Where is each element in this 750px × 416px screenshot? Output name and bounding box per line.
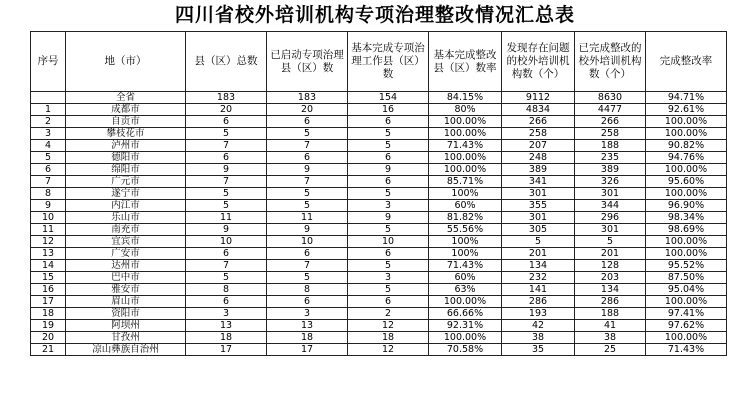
table-cell: 97.62% — [646, 320, 727, 332]
table-cell: 97.41% — [646, 308, 727, 320]
table-cell: 341 — [502, 176, 575, 188]
table-row — [31, 272, 727, 284]
table-cell: 成都市 — [66, 104, 186, 116]
header-rectify-rate: 完成整改率 — [646, 32, 727, 92]
table-row — [31, 308, 727, 320]
table-cell: 2 — [31, 116, 66, 128]
table-cell: 5 — [186, 200, 267, 212]
table-cell: 巴中市 — [66, 272, 186, 284]
table-cell: 90.82% — [646, 140, 727, 152]
table-cell: 100.00% — [646, 236, 727, 248]
table-cell: 7 — [267, 140, 348, 152]
table-cell: 60% — [429, 272, 502, 284]
table-cell: 9112 — [502, 92, 575, 104]
table-row — [31, 212, 727, 224]
table-row — [31, 152, 727, 164]
table-cell: 100.00% — [646, 248, 727, 260]
table-cell: 98.69% — [646, 224, 727, 236]
table-cell: 92.31% — [429, 320, 502, 332]
table-cell: 95.60% — [646, 176, 727, 188]
table-cell: 188 — [575, 140, 646, 152]
table-row — [31, 188, 727, 200]
table-cell: 9 — [348, 212, 429, 224]
table-cell: 100.00% — [429, 332, 502, 344]
table-cell: 11 — [267, 212, 348, 224]
table-cell: 100.00% — [429, 128, 502, 140]
table-cell: 42 — [502, 320, 575, 332]
table-cell: 286 — [575, 296, 646, 308]
table-cell: 134 — [575, 284, 646, 296]
table-cell: 达州市 — [66, 260, 186, 272]
header-index: 序号 — [31, 32, 66, 92]
table-cell: 自贡市 — [66, 116, 186, 128]
table-cell: 5 — [348, 284, 429, 296]
table-cell: 188 — [575, 308, 646, 320]
table-cell: 6 — [186, 152, 267, 164]
table-cell: 6 — [31, 164, 66, 176]
table-cell: 301 — [502, 188, 575, 200]
table-cell: 207 — [502, 140, 575, 152]
table-cell: 10 — [31, 212, 66, 224]
table-cell: 资阳市 — [66, 308, 186, 320]
table-cell: 11 — [186, 212, 267, 224]
table-cell: 11 — [31, 224, 66, 236]
table-cell: 258 — [575, 128, 646, 140]
table-cell: 乐山市 — [66, 212, 186, 224]
table-cell: 305 — [502, 224, 575, 236]
table-cell: 81.82% — [429, 212, 502, 224]
table-cell: 286 — [502, 296, 575, 308]
table-cell: 广安市 — [66, 248, 186, 260]
table-cell: 71.43% — [429, 140, 502, 152]
table-cell: 100.00% — [646, 188, 727, 200]
table-cell: 141 — [502, 284, 575, 296]
table-cell: 355 — [502, 200, 575, 212]
table-cell: 16 — [348, 104, 429, 116]
table-row — [31, 176, 727, 188]
table-body — [31, 92, 727, 356]
table-cell: 232 — [502, 272, 575, 284]
table-cell: 94.71% — [646, 92, 727, 104]
table-cell: 广元市 — [66, 176, 186, 188]
table-cell: 100% — [429, 188, 502, 200]
table-cell: 甘孜州 — [66, 332, 186, 344]
table-cell: 18 — [348, 332, 429, 344]
table-cell: 154 — [348, 92, 429, 104]
table-cell: 55.56% — [429, 224, 502, 236]
table-cell: 12 — [348, 344, 429, 356]
table-cell: 41 — [575, 320, 646, 332]
table-cell: 6 — [267, 248, 348, 260]
table-cell: 1 — [31, 104, 66, 116]
table-cell: 13 — [186, 320, 267, 332]
table-cell: 100.00% — [646, 116, 727, 128]
table-row — [31, 116, 727, 128]
table-cell: 389 — [575, 164, 646, 176]
table-cell: 296 — [575, 212, 646, 224]
table-cell: 6 — [267, 152, 348, 164]
table-cell: 100.00% — [429, 296, 502, 308]
table-cell: 10 — [348, 236, 429, 248]
table-cell: 德阳市 — [66, 152, 186, 164]
table-cell: 248 — [502, 152, 575, 164]
table-cell: 6 — [186, 116, 267, 128]
table-cell: 9 — [267, 224, 348, 236]
header-rectified: 已完成整改的校外培训机构数（个） — [575, 32, 646, 92]
table-cell: 雅安市 — [66, 284, 186, 296]
table-cell: 5 — [575, 236, 646, 248]
table-cell: 9 — [267, 164, 348, 176]
table-cell: 92.61% — [646, 104, 727, 116]
table-cell: 71.43% — [429, 260, 502, 272]
header-completed-rate: 基本完成整改县（区）数率 — [429, 32, 502, 92]
table-cell: 201 — [575, 248, 646, 260]
table-row — [31, 104, 727, 116]
table-cell: 2 — [348, 308, 429, 320]
table-cell: 5 — [267, 200, 348, 212]
table-cell: 5 — [348, 224, 429, 236]
table-cell: 9 — [348, 164, 429, 176]
table-cell: 100.00% — [646, 128, 727, 140]
table-cell: 96.90% — [646, 200, 727, 212]
table-cell: 98.34% — [646, 212, 727, 224]
table-cell: 5 — [186, 188, 267, 200]
table-cell: 13 — [267, 320, 348, 332]
table-cell: 5 — [348, 128, 429, 140]
table-cell: 9 — [186, 224, 267, 236]
header-issues-found: 发现存在问题的校外培训机构数（个） — [502, 32, 575, 92]
table-cell: 18 — [186, 332, 267, 344]
table-cell: 7 — [186, 176, 267, 188]
table-cell: 94.76% — [646, 152, 727, 164]
table-cell: 183 — [186, 92, 267, 104]
table-row — [31, 236, 727, 248]
table-cell: 眉山市 — [66, 296, 186, 308]
table-cell: 100.00% — [646, 164, 727, 176]
table-cell: 17 — [31, 296, 66, 308]
table-row — [31, 140, 727, 152]
summary-table — [30, 31, 727, 356]
table-cell: 20 — [186, 104, 267, 116]
table-cell: 绵阳市 — [66, 164, 186, 176]
table-cell: 内江市 — [66, 200, 186, 212]
table-cell: 84.15% — [429, 92, 502, 104]
table-cell: 13 — [31, 248, 66, 260]
table-cell: 6 — [348, 176, 429, 188]
table-cell: 3 — [348, 200, 429, 212]
table-cell: 6 — [348, 116, 429, 128]
table-cell: 128 — [575, 260, 646, 272]
header-county-total: 县（区）总数 — [186, 32, 267, 92]
table-cell: 258 — [502, 128, 575, 140]
table-cell: 15 — [31, 272, 66, 284]
table-cell: 326 — [575, 176, 646, 188]
table-cell: 20 — [267, 104, 348, 116]
table-cell: 12 — [348, 320, 429, 332]
table-cell: 201 — [502, 248, 575, 260]
table-cell: 8 — [186, 284, 267, 296]
table-cell: 南充市 — [66, 224, 186, 236]
table-cell: 70.58% — [429, 344, 502, 356]
table-cell: 71.43% — [646, 344, 727, 356]
table-row — [31, 332, 727, 344]
table-cell: 5 — [267, 188, 348, 200]
table-cell: 8630 — [575, 92, 646, 104]
table-cell: 5 — [348, 140, 429, 152]
table-cell: 301 — [502, 212, 575, 224]
table-cell: 5 — [186, 272, 267, 284]
table-row — [31, 320, 727, 332]
table-cell: 235 — [575, 152, 646, 164]
table-cell: 17 — [267, 344, 348, 356]
table-cell: 12 — [31, 236, 66, 248]
table-cell: 3 — [267, 308, 348, 320]
table-cell: 21 — [31, 344, 66, 356]
table-cell: 63% — [429, 284, 502, 296]
table-cell: 4477 — [575, 104, 646, 116]
table-cell: 100.00% — [646, 296, 727, 308]
table-cell: 6 — [348, 296, 429, 308]
table-cell: 6 — [267, 116, 348, 128]
table-cell: 85.71% — [429, 176, 502, 188]
table-cell: 183 — [267, 92, 348, 104]
table-cell: 100.00% — [646, 332, 727, 344]
table-cell: 100.00% — [429, 116, 502, 128]
table-row — [31, 128, 727, 140]
table-row — [31, 344, 727, 356]
header-completed-count: 基本完成专项治理工作县（区）数 — [348, 32, 429, 92]
table-cell: 87.50% — [646, 272, 727, 284]
table-cell: 5 — [267, 128, 348, 140]
table-cell: 35 — [502, 344, 575, 356]
table-cell: 全省 — [66, 92, 186, 104]
table-cell: 泸州市 — [66, 140, 186, 152]
table-cell: 25 — [575, 344, 646, 356]
table-cell: 389 — [502, 164, 575, 176]
table-cell: 193 — [502, 308, 575, 320]
table-cell: 3 — [31, 128, 66, 140]
header-city: 地（市） — [66, 32, 186, 92]
table-cell: 阿坝州 — [66, 320, 186, 332]
table-cell: 7 — [31, 176, 66, 188]
table-row-province — [31, 92, 727, 104]
table-row — [31, 260, 727, 272]
table-cell: 95.04% — [646, 284, 727, 296]
table-cell: 17 — [186, 344, 267, 356]
table-cell: 100.00% — [429, 164, 502, 176]
table-cell: 5 — [31, 152, 66, 164]
table-cell: 9 — [186, 164, 267, 176]
table-title: 四川省校外培训机构专项治理整改情况汇总表 — [174, 4, 575, 26]
table-row — [31, 164, 727, 176]
table-row — [31, 200, 727, 212]
table-cell: 266 — [575, 116, 646, 128]
table-cell: 3 — [186, 308, 267, 320]
table-cell: 宜宾市 — [66, 236, 186, 248]
table-cell: 7 — [267, 260, 348, 272]
table-cell: 7 — [186, 140, 267, 152]
table-cell: 10 — [267, 236, 348, 248]
table-row — [31, 284, 727, 296]
table-cell: 3 — [348, 272, 429, 284]
table-cell: 5 — [502, 236, 575, 248]
table-cell: 7 — [186, 260, 267, 272]
table-cell: 7 — [267, 176, 348, 188]
table-cell: 8 — [31, 188, 66, 200]
table-row — [31, 296, 727, 308]
table-row — [31, 224, 727, 236]
table-cell: 95.52% — [646, 260, 727, 272]
table-cell: 38 — [575, 332, 646, 344]
table-cell — [31, 92, 66, 104]
table-cell: 10 — [186, 236, 267, 248]
table-cell: 100% — [429, 248, 502, 260]
table-cell: 100.00% — [429, 152, 502, 164]
table-cell: 5 — [267, 272, 348, 284]
table-cell: 4834 — [502, 104, 575, 116]
table-cell: 16 — [31, 284, 66, 296]
table-cell: 301 — [575, 188, 646, 200]
table-cell: 301 — [575, 224, 646, 236]
table-cell: 6 — [186, 248, 267, 260]
table-cell: 18 — [31, 308, 66, 320]
table-cell: 6 — [267, 296, 348, 308]
table-cell: 134 — [502, 260, 575, 272]
table-cell: 6 — [348, 152, 429, 164]
table-cell: 266 — [502, 116, 575, 128]
table-cell: 66.66% — [429, 308, 502, 320]
table-cell: 攀枝花市 — [66, 128, 186, 140]
table-cell: 5 — [186, 128, 267, 140]
table-cell: 14 — [31, 260, 66, 272]
table-cell: 60% — [429, 200, 502, 212]
header-row — [31, 32, 727, 92]
table-cell: 遂宁市 — [66, 188, 186, 200]
header-started-count: 已启动专项治理县（区）数 — [267, 32, 348, 92]
table-cell: 19 — [31, 320, 66, 332]
table-cell: 80% — [429, 104, 502, 116]
table-cell: 5 — [348, 260, 429, 272]
table-row — [31, 248, 727, 260]
table-cell: 4 — [31, 140, 66, 152]
table-cell: 100% — [429, 236, 502, 248]
table-cell: 6 — [186, 296, 267, 308]
table-cell: 18 — [267, 332, 348, 344]
table-cell: 344 — [575, 200, 646, 212]
table-cell: 凉山彝族自治州 — [66, 344, 186, 356]
table-cell: 9 — [31, 200, 66, 212]
table-cell: 6 — [348, 248, 429, 260]
table-cell: 38 — [502, 332, 575, 344]
table-cell: 20 — [31, 332, 66, 344]
table-cell: 5 — [348, 188, 429, 200]
table-cell: 203 — [575, 272, 646, 284]
table-cell: 8 — [267, 284, 348, 296]
